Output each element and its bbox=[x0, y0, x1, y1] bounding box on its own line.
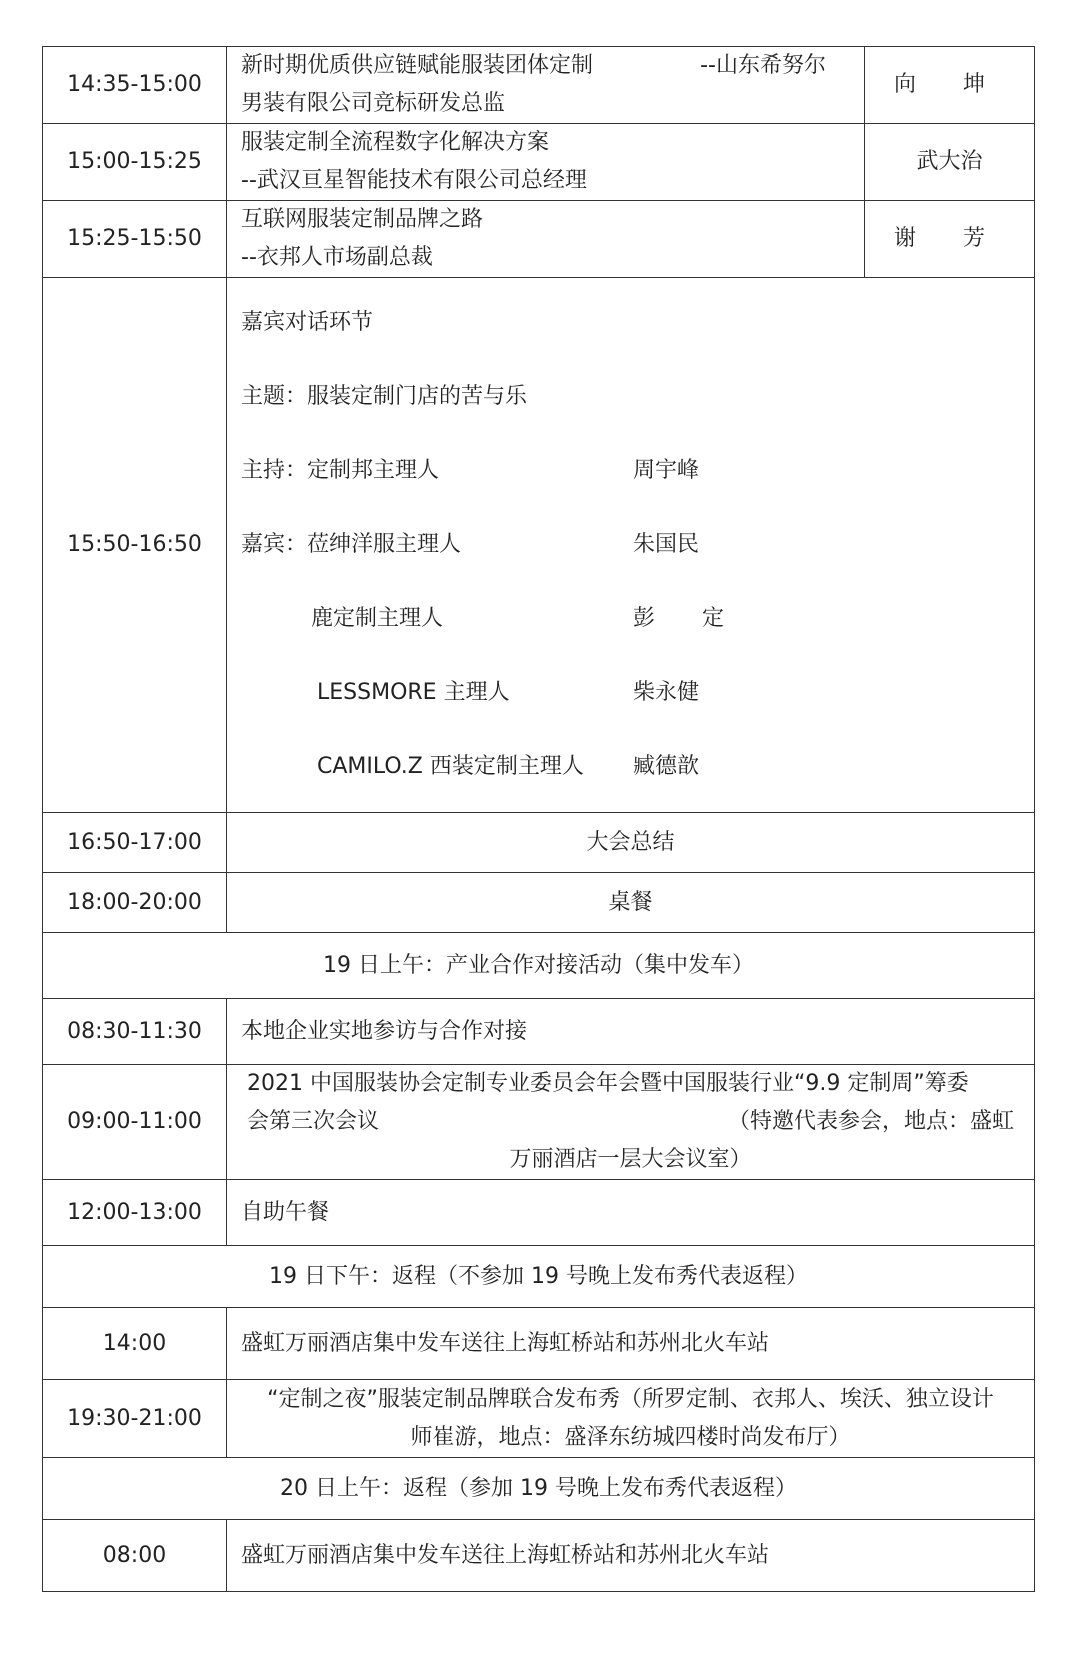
time-cell: 12:00-13:00 bbox=[43, 1180, 227, 1246]
speaker-cell: 武大治 bbox=[865, 124, 1035, 201]
meeting-cell bbox=[227, 1065, 1035, 1180]
section-row bbox=[43, 933, 1035, 999]
show-line-1: “定制之夜”服装定制品牌联合发布秀（所罗定制、衣邦人、埃沃、独立设计 bbox=[267, 1386, 994, 1412]
speaker-name: 谢 芳 bbox=[894, 226, 1005, 251]
session-cell bbox=[227, 124, 865, 201]
host-name: 周宇峰 bbox=[633, 458, 700, 483]
dialogue-guest bbox=[241, 582, 1026, 656]
schedule-table bbox=[42, 46, 1035, 1592]
time-cell: 18:00-20:00 bbox=[43, 873, 227, 933]
speaker-cell bbox=[865, 47, 1035, 124]
table-row bbox=[43, 1065, 1035, 1180]
session-org: --山东希努尔 bbox=[700, 53, 826, 78]
time-cell: 14:00 bbox=[43, 1308, 227, 1380]
summary-cell: 大会总结 bbox=[227, 813, 1035, 873]
speaker-name: 向 坤 bbox=[894, 72, 1005, 97]
time-cell: 08:30-11:30 bbox=[43, 999, 227, 1065]
dialogue-guest bbox=[241, 730, 1026, 804]
dialogue-host bbox=[241, 434, 1026, 508]
meeting-line-2a: 会第三次会议 bbox=[247, 1109, 380, 1134]
speaker-cell bbox=[865, 201, 1035, 278]
guest-label: 嘉宾：莅绅洋服主理人 bbox=[241, 532, 462, 557]
meeting-line-2b: （特邀代表参会，地点：盛虹 bbox=[727, 1109, 1014, 1134]
table-row bbox=[43, 999, 1035, 1065]
dialogue-guest bbox=[241, 656, 1026, 730]
guest-name: 臧德歆 bbox=[633, 754, 700, 779]
table-row bbox=[43, 1180, 1035, 1246]
host-label: 主持：定制邦主理人 bbox=[241, 458, 440, 483]
session-title-line bbox=[241, 47, 856, 85]
dialogue-heading-text: 嘉宾对话环节 bbox=[241, 310, 374, 335]
guest-label: CAMILO.Z 西装定制主理人 bbox=[317, 754, 584, 779]
dinner-cell: 桌餐 bbox=[227, 873, 1035, 933]
guest-name: 朱国民 bbox=[633, 532, 700, 557]
lunch-cell: 自助午餐 bbox=[227, 1180, 1035, 1246]
session-cell bbox=[227, 201, 865, 278]
session-title: 新时期优质供应链赋能服装团体定制 bbox=[241, 53, 594, 78]
guest-name: 彭 定 bbox=[633, 606, 744, 631]
guest-label: LESSMORE 主理人 bbox=[317, 680, 510, 705]
meeting-line-1: 2021 中国服装协会定制专业委员会年会暨中国服装行业“9.9 定制周”筹委 bbox=[247, 1071, 969, 1096]
show-cell bbox=[227, 1380, 1035, 1458]
section-header: 19 日上午：产业合作对接活动（集中发车） bbox=[43, 933, 1035, 999]
table-row bbox=[43, 47, 1035, 124]
guest-name: 柴永健 bbox=[633, 680, 700, 705]
table-row bbox=[43, 1380, 1035, 1458]
meeting-line-2 bbox=[247, 1103, 1014, 1141]
section-header: 20 日上午：返程（参加 19 号晚上发布秀代表返程） bbox=[43, 1458, 1035, 1520]
table-row bbox=[43, 873, 1035, 933]
time-cell: 15:00-15:25 bbox=[43, 124, 227, 201]
dialogue-heading bbox=[241, 286, 1026, 360]
table-row bbox=[43, 1520, 1035, 1592]
dialogue-topic bbox=[241, 360, 1026, 434]
session-org: --武汉亘星智能技术有限公司总经理 bbox=[241, 168, 587, 193]
dialogue-topic-text: 主题：服装定制门店的苦与乐 bbox=[241, 384, 528, 409]
table-row bbox=[43, 201, 1035, 278]
session-org: --衣邦人市场副总裁 bbox=[241, 245, 433, 270]
show-line-2: 师崔游，地点：盛泽东纺城四楼时尚发布厅） bbox=[410, 1424, 851, 1450]
bus-cell: 盛虹万丽酒店集中发车送往上海虹桥站和苏州北火车站 bbox=[227, 1520, 1035, 1592]
section-row bbox=[43, 1246, 1035, 1308]
session-title: 服装定制全流程数字化解决方案 bbox=[241, 130, 550, 155]
session-title: 互联网服装定制品牌之路 bbox=[241, 207, 484, 232]
table-row bbox=[43, 124, 1035, 201]
time-cell: 15:25-15:50 bbox=[43, 201, 227, 278]
meeting-line-3: 万丽酒店一层大会议室） bbox=[509, 1147, 752, 1172]
table-row bbox=[43, 1308, 1035, 1380]
session-cell bbox=[227, 47, 865, 124]
time-cell: 09:00-11:00 bbox=[43, 1065, 227, 1180]
time-cell: 19:30-21:00 bbox=[43, 1380, 227, 1458]
guest-label: 鹿定制主理人 bbox=[311, 606, 444, 631]
table-row bbox=[43, 278, 1035, 813]
dialogue-guest bbox=[241, 508, 1026, 582]
time-cell: 08:00 bbox=[43, 1520, 227, 1592]
time-cell: 14:35-15:00 bbox=[43, 47, 227, 124]
bus-cell: 盛虹万丽酒店集中发车送往上海虹桥站和苏州北火车站 bbox=[227, 1308, 1035, 1380]
section-row bbox=[43, 1458, 1035, 1520]
section-header: 19 日下午：返程（不参加 19 号晚上发布秀代表返程） bbox=[43, 1246, 1035, 1308]
time-cell: 15:50-16:50 bbox=[43, 278, 227, 813]
session-org-cont: 男装有限公司竞标研发总监 bbox=[241, 91, 506, 116]
time-cell: 16:50-17:00 bbox=[43, 813, 227, 873]
dialogue-cell bbox=[227, 278, 1035, 813]
table-row bbox=[43, 813, 1035, 873]
visit-cell: 本地企业实地参访与合作对接 bbox=[227, 999, 1035, 1065]
